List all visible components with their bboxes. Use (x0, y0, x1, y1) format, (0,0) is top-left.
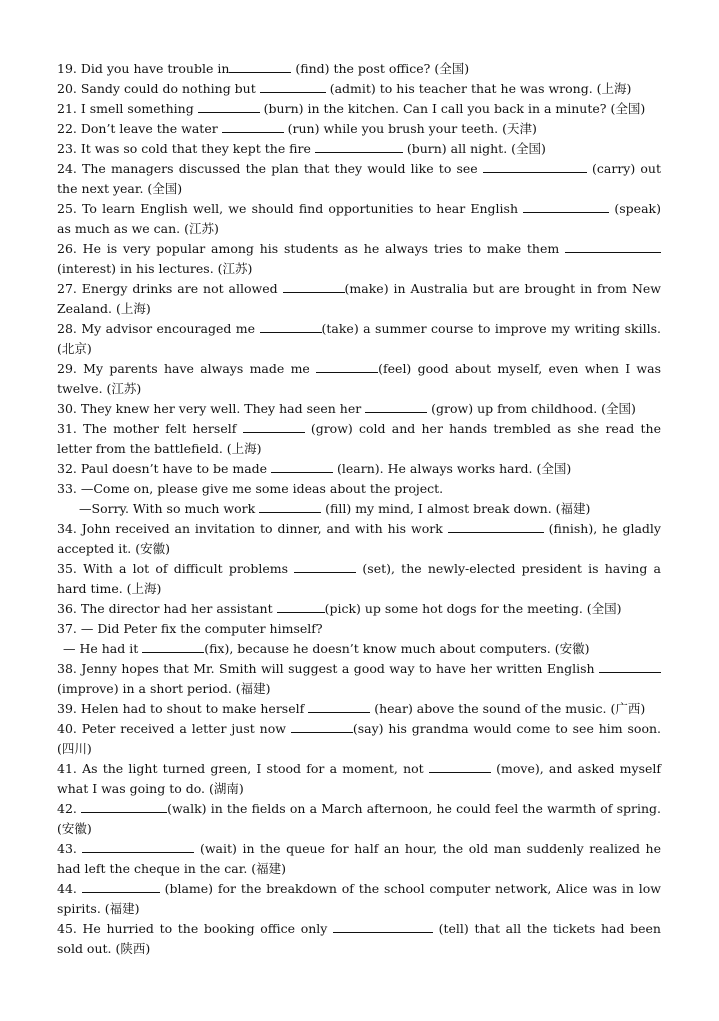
question-text: 30. They knew her very well. They had seen her (57, 401, 366, 416)
answer-blank[interactable] (198, 99, 260, 113)
question-text-after-blank: (pick) up some hot dogs for the meeting. (全国) (324, 601, 622, 616)
question-q44 (57, 879, 661, 919)
answer-blank[interactable] (260, 79, 326, 93)
question-q40 (57, 719, 661, 759)
question-text-after-blank: (carry) out the next year. (全国) (57, 161, 662, 196)
answer-blank[interactable] (283, 279, 345, 293)
question-text: —Sorry. With so much work (79, 501, 260, 516)
question-text-after-blank: (admit) to his teacher that he was wrong. (上海) (325, 81, 632, 96)
question-text-after-blank: (burn) all night. (全国) (402, 141, 546, 156)
answer-blank[interactable] (316, 359, 378, 373)
question-text: 31. The mother felt herself (57, 421, 243, 436)
question-text: 25. To learn English well, we should find opportunities to hear English (57, 201, 524, 216)
question-q32 (57, 459, 661, 479)
question-q41 (57, 759, 661, 799)
answer-blank[interactable] (294, 559, 356, 573)
answer-blank[interactable] (229, 59, 291, 73)
answer-blank[interactable] (142, 639, 204, 653)
question-q45 (57, 919, 661, 959)
question-text: 36. The director had her assistant (57, 601, 277, 616)
question-text-after-blank: (learn). He always works hard. (全国) (333, 461, 572, 476)
question-text-after-blank: (tell) that all the tickets had been sold out. (陕西) (57, 921, 661, 956)
question-text-after-blank: (make) in Australia but are brought in from New Zealand. (上海) (57, 281, 661, 316)
question-q23 (57, 139, 661, 159)
question-text: 20. Sandy could do nothing but (57, 81, 260, 96)
question-q35 (57, 559, 661, 599)
question-text: 24. The managers discussed the plan that they would like to see (57, 161, 483, 176)
question-q28 (57, 319, 661, 359)
question-text-after-blank: (grow) cold and her hands trembled as she read the letter from the battlefield. (上海) (57, 421, 661, 456)
answer-blank[interactable] (599, 659, 661, 673)
answer-blank[interactable] (365, 399, 427, 413)
question-text: 27. Energy drinks are not allowed (57, 281, 283, 296)
question-text: 45. He hurried to the booking office only (57, 921, 333, 936)
question-text-after-blank: (find) the post office? (全国) (291, 61, 470, 76)
answer-blank[interactable] (448, 519, 544, 533)
question-q43 (57, 839, 661, 879)
question-text-after-blank: (take) a summer course to improve my writing skills. (北京) (57, 321, 662, 356)
question-text-after-blank: (feel) good about myself, even when I was twelve. (江苏) (57, 361, 661, 396)
question-q42 (57, 799, 661, 839)
question-text-after-blank: (fill) my mind, I almost break down. (福建) (321, 501, 591, 516)
answer-blank[interactable] (277, 599, 325, 613)
question-q20 (57, 79, 661, 99)
question-text-after-blank: (interest) in his lectures. (江苏) (57, 261, 253, 276)
question-text: — He had it (63, 641, 143, 656)
question-text: 42. (57, 801, 82, 816)
question-text: 26. He is very popular among his students as he always tries to make them (57, 241, 565, 256)
question-text: 44. (57, 881, 82, 896)
question-text: 32. Paul doesn’t have to be made (57, 461, 272, 476)
question-q33a (57, 479, 661, 499)
answer-blank[interactable] (222, 119, 284, 133)
question-text: 33. —Come on, please give me some ideas about the project. (57, 481, 444, 496)
question-text: 21. I smell something (57, 101, 198, 116)
answer-blank[interactable] (308, 699, 370, 713)
question-q38 (57, 659, 661, 699)
answer-blank[interactable] (82, 879, 160, 893)
question-text: 41. As the light turned green, I stood for a moment, not (57, 761, 429, 776)
question-text-after-blank: (move), and asked myself what I was going to do. (湖南) (57, 761, 662, 796)
question-text: 39. Helen had to shout to make herself (57, 701, 309, 716)
question-text-after-blank: (speak) as much as we can. (江苏) (57, 201, 661, 236)
question-text-after-blank: (finish), he gladly accepted it. (安徽) (57, 521, 661, 556)
question-text: 35. With a lot of difficult problems (57, 561, 295, 576)
question-text: 28. My advisor encouraged me (57, 321, 260, 336)
question-q30 (57, 399, 661, 419)
question-text: 22. Don’t leave the water (57, 121, 222, 136)
question-q39 (57, 699, 661, 719)
question-q33b (57, 499, 661, 519)
answer-blank[interactable] (81, 799, 167, 813)
question-text: 37. — Did Peter fix the computer himself? (57, 621, 323, 636)
question-text-after-blank: (blame) for the breakdown of the school computer network, Alice was in low spirits. (福建) (57, 881, 661, 916)
question-text: 40. Peter received a letter just now (57, 721, 291, 736)
answer-blank[interactable] (259, 499, 321, 513)
question-q24 (57, 159, 661, 199)
question-q31 (57, 419, 661, 459)
question-text: 19. Did you have trouble in (57, 61, 230, 76)
question-text-after-blank: (grow) up from childhood. (全国) (427, 401, 636, 416)
exercise-document (57, 59, 661, 959)
question-text-after-blank: (hear) above the sound of the music. (广西) (370, 701, 646, 716)
question-q19 (57, 59, 661, 79)
answer-blank[interactable] (483, 159, 587, 173)
answer-blank[interactable] (523, 199, 609, 213)
question-text-after-blank: (fix), because he doesn’t know much about computers. (安徽) (204, 641, 590, 656)
answer-blank[interactable] (333, 919, 433, 933)
question-text-after-blank: (walk) in the fields on a March afternoon, he could feel the warmth of spring. (安徽) (57, 801, 662, 836)
question-q36 (57, 599, 661, 619)
answer-blank[interactable] (565, 239, 661, 253)
answer-blank[interactable] (291, 719, 353, 733)
question-q27 (57, 279, 661, 319)
answer-blank[interactable] (82, 839, 194, 853)
question-text-after-blank: (run) while you brush your teeth. (天津) (283, 121, 537, 136)
question-q37b (57, 639, 661, 659)
question-text: 34. John received an invitation to dinner, and with his work (57, 521, 448, 536)
answer-blank[interactable] (271, 459, 333, 473)
question-q25 (57, 199, 661, 239)
question-text: 38. Jenny hopes that Mr. Smith will suggest a good way to have her written English (57, 661, 599, 676)
question-text-after-blank: (set), the newly-elected president is having a hard time. (上海) (57, 561, 661, 596)
question-text: 29. My parents have always made me (57, 361, 317, 376)
question-q34 (57, 519, 661, 559)
question-text-after-blank: (improve) in a short period. (福建) (57, 681, 271, 696)
question-text-after-blank: (burn) in the kitchen. Can I call you back in a minute? (全国) (259, 101, 646, 116)
question-q22 (57, 119, 661, 139)
question-text: 43. (57, 841, 83, 856)
question-text-after-blank: (wait) in the queue for half an hour, the old man suddenly realized he had left the cheque in the car. (福建) (57, 841, 662, 876)
question-q21 (57, 99, 661, 119)
question-text-after-blank: (say) his grandma would come to see him soon. (四川) (57, 721, 661, 756)
question-q37a (57, 619, 661, 639)
answer-blank[interactable] (315, 139, 403, 153)
answer-blank[interactable] (243, 419, 305, 433)
question-q29 (57, 359, 661, 399)
answer-blank[interactable] (429, 759, 491, 773)
question-q26 (57, 239, 661, 279)
answer-blank[interactable] (260, 319, 322, 333)
question-text: 23. It was so cold that they kept the fire (57, 141, 315, 156)
